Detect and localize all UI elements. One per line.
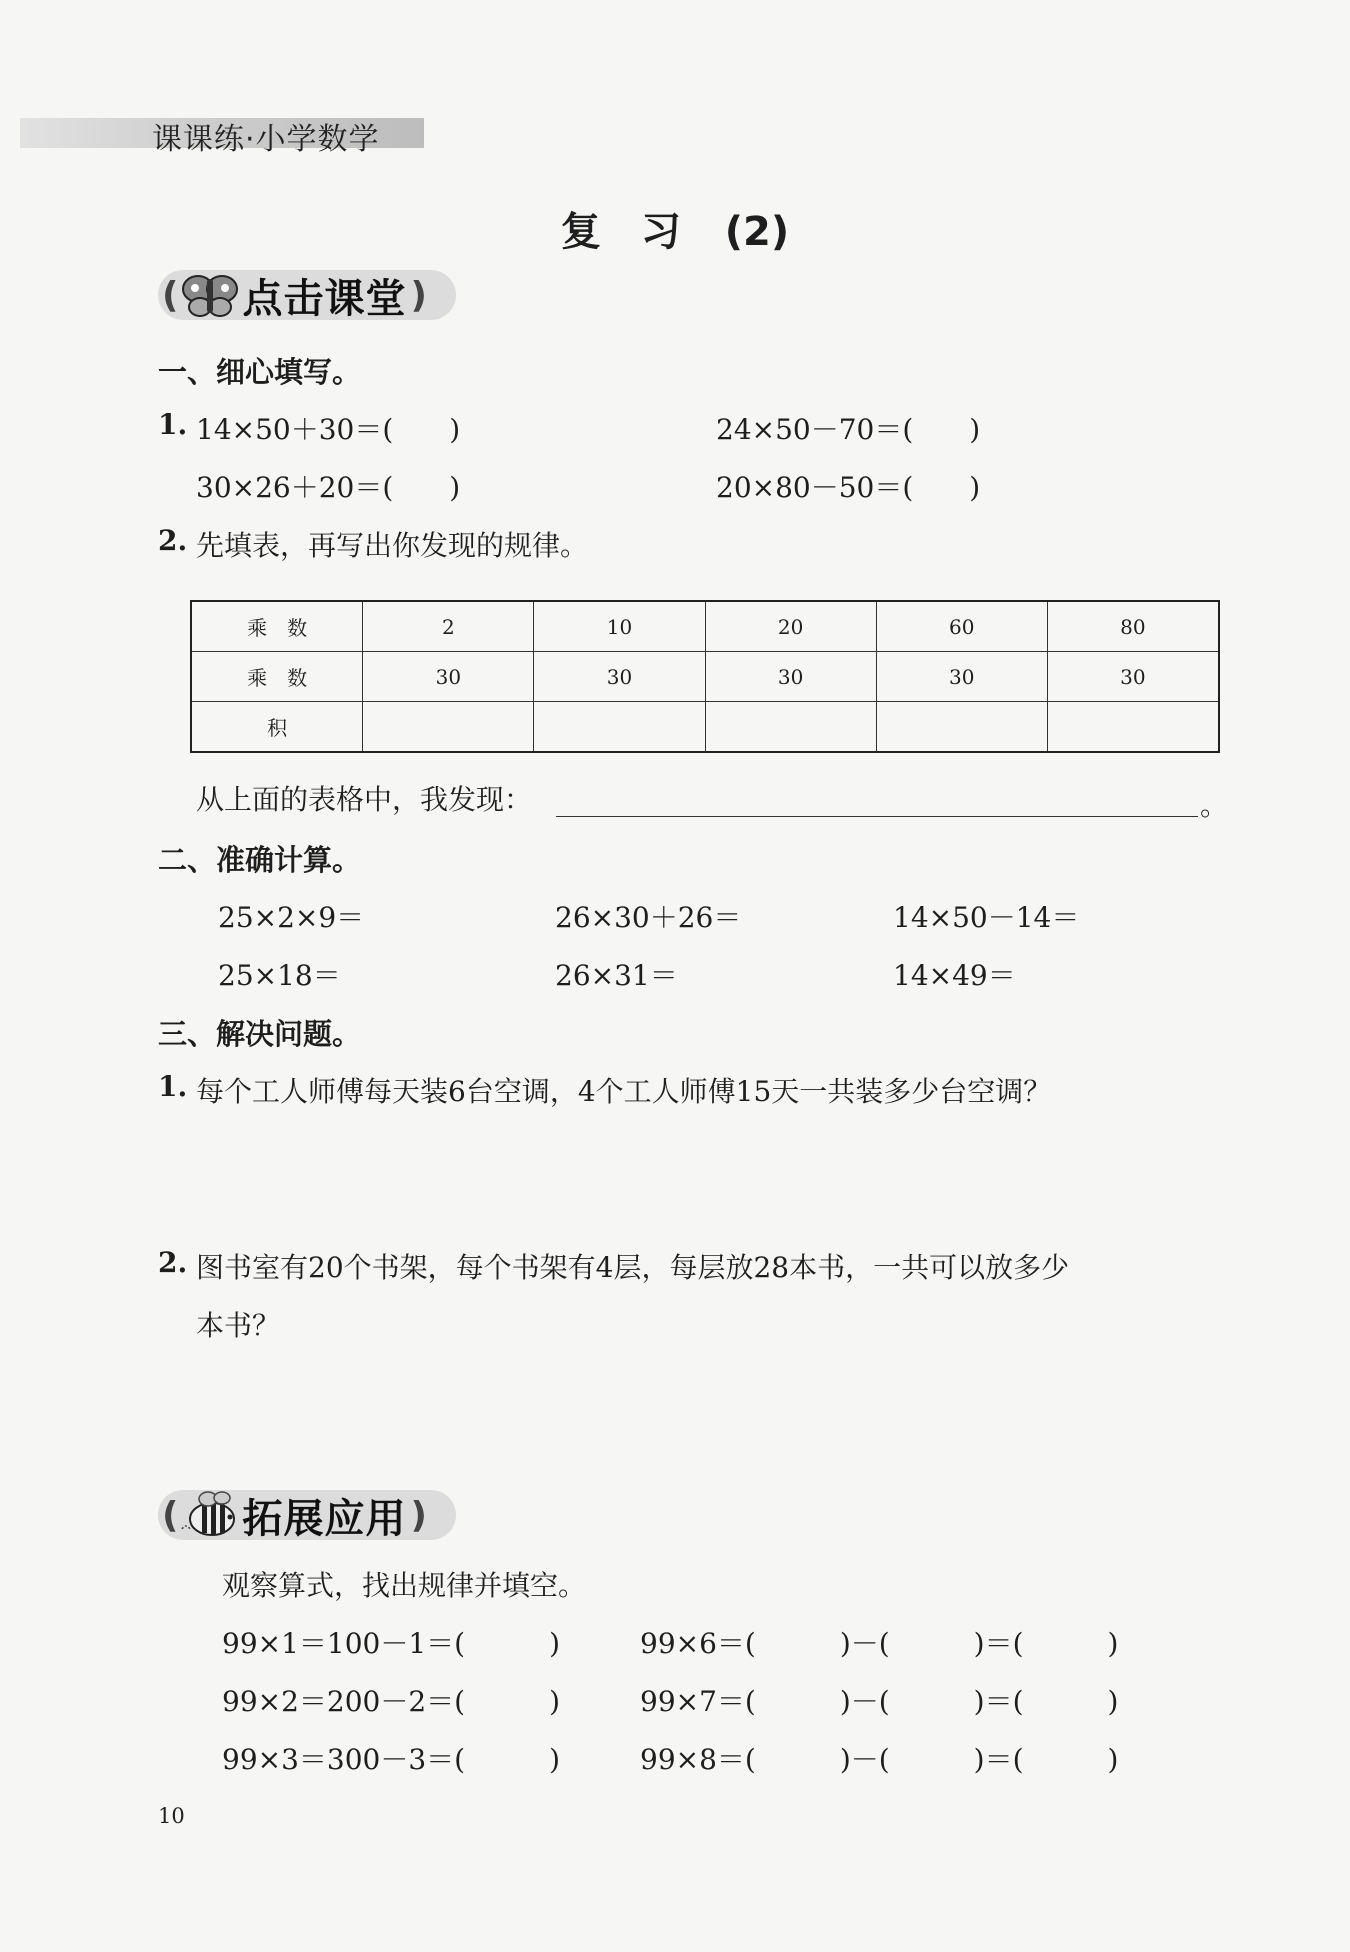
- table-cell: 30: [1047, 652, 1219, 702]
- q2-number: 2.: [158, 524, 188, 557]
- finding-label: 从上面的表格中，我发现：: [196, 783, 533, 816]
- pattern-right-6: 99×6＝( )－( )＝( ): [640, 1627, 1119, 1660]
- q2-instruction: 先填表，再写出你发现的规律。: [196, 529, 589, 562]
- word-problem-2-number: 2.: [158, 1246, 188, 1279]
- page-title: [0, 200, 1350, 257]
- part3-heading: 三、解决问题。: [158, 1017, 362, 1051]
- title-sub: (2): [724, 209, 790, 255]
- table-cell: 30: [363, 652, 534, 702]
- extension-instruction: 观察算式，找出规律并填空。: [222, 1569, 587, 1602]
- table-cell: 80: [1047, 601, 1219, 652]
- bee-icon: [178, 1489, 242, 1541]
- pattern-left-1: 99×1＝100－1＝( ): [222, 1627, 561, 1660]
- table-row-label: 乘 数: [191, 601, 363, 652]
- section-label-extension: 拓展应用: [242, 1495, 407, 1542]
- banner-left-bracket: (: [162, 274, 179, 316]
- equation-4: 20×80－50＝( ): [716, 471, 981, 504]
- part2-heading: 二、准确计算。: [158, 843, 362, 877]
- section-banner-classroom: [158, 270, 456, 320]
- finding-answer-line[interactable]: [556, 816, 1198, 817]
- equation-3: 30×26＋20＝( ): [196, 471, 461, 504]
- banner-right-bracket: ): [410, 1494, 427, 1536]
- table-row: [191, 702, 1219, 753]
- product-cell-blank[interactable]: [534, 702, 705, 753]
- book-header: 课课练·小学数学: [152, 122, 380, 157]
- table-row: [191, 652, 1219, 702]
- table-cell: 60: [876, 601, 1047, 652]
- product-cell-blank[interactable]: [363, 702, 534, 753]
- table-cell: 2: [363, 601, 534, 652]
- calc-4: 25×18＝: [218, 959, 341, 992]
- multiplication-table: [190, 600, 1220, 753]
- table-cell: 30: [876, 652, 1047, 702]
- finding-end: 。: [1200, 789, 1229, 822]
- title-main: 复 习: [560, 209, 681, 255]
- equation-2: 24×50－70＝( ): [716, 413, 981, 446]
- part1-heading: 一、细心填写。: [158, 355, 362, 389]
- equation-1: 14×50＋30＝( ): [196, 413, 461, 446]
- section-banner-extension: [158, 1490, 456, 1540]
- table-cell: 10: [534, 601, 705, 652]
- butterfly-icon: [178, 269, 242, 321]
- q1-number: 1.: [158, 408, 188, 441]
- page-number: 10: [158, 1804, 185, 1828]
- word-problem-1-number: 1.: [158, 1070, 188, 1103]
- table-cell: 20: [705, 601, 876, 652]
- table-row-label: 乘 数: [191, 652, 363, 702]
- calc-1: 25×2×9＝: [218, 901, 365, 934]
- banner-left-bracket: (: [162, 1494, 179, 1536]
- table-cell: 30: [705, 652, 876, 702]
- product-cell-blank[interactable]: [705, 702, 876, 753]
- table-row-label: 积: [191, 702, 363, 753]
- table-row: [191, 601, 1219, 652]
- word-problem-2-line2: 本书？: [196, 1309, 281, 1342]
- product-cell-blank[interactable]: [876, 702, 1047, 753]
- table-cell: 30: [534, 652, 705, 702]
- pattern-left-3: 99×3＝300－3＝( ): [222, 1743, 561, 1776]
- pattern-left-2: 99×2＝200－2＝( ): [222, 1685, 561, 1718]
- calc-5: 26×31＝: [555, 959, 678, 992]
- word-problem-1: 每个工人师傅每天装6台空调，4个工人师傅15天一共装多少台空调？: [196, 1075, 1052, 1108]
- word-problem-2-line1: 图书室有20个书架，每个书架有4层，每层放28本书，一共可以放多少: [196, 1251, 1070, 1284]
- pattern-right-7: 99×7＝( )－( )＝( ): [640, 1685, 1119, 1718]
- calc-2: 26×30＋26＝: [555, 901, 742, 934]
- section-label-classroom: 点击课堂: [242, 275, 407, 322]
- product-cell-blank[interactable]: [1047, 702, 1219, 753]
- calc-6: 14×49＝: [893, 959, 1016, 992]
- pattern-right-8: 99×8＝( )－( )＝( ): [640, 1743, 1119, 1776]
- calc-3: 14×50－14＝: [893, 901, 1080, 934]
- banner-right-bracket: ): [410, 274, 427, 316]
